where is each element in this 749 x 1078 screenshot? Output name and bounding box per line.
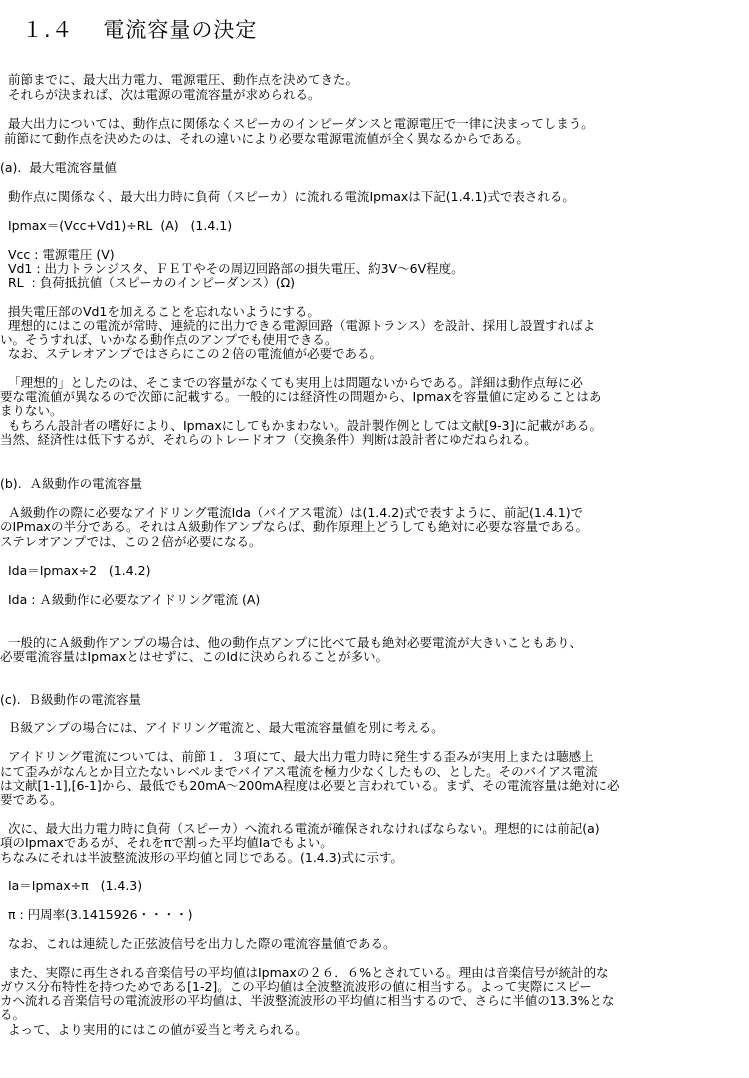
- body-line: なお、これは連続した正弦波信号を出力した際の電流容量値である。: [0, 936, 396, 951]
- body-line: 最大出力については、動作点に関係なくスピーカのインピーダンスと電源電圧で一律に決まってしまう。: [0, 116, 594, 131]
- body-line: ちなみにそれは半波整流波形の平均値と同じである。(1.4.3)式に示す。: [0, 850, 404, 865]
- body-line: 当然、経済性は低下するが、それらのトレードオフ（交換条件）判断は設計者にゆだねられる。: [0, 432, 537, 447]
- body-line: まりない。: [0, 403, 63, 418]
- body-line: カへ流れる音楽信号の電流波形の平均値は、半波整流波形の平均値に相当するので、さらに半値の13.3%とな: [0, 993, 615, 1008]
- body-line: のIPmaxの半分である。それはＡ級動作アンプならば、動作原理上どうしても絶対に必要な容量である。: [0, 519, 588, 534]
- body-line: もちろん設計者の嗜好により、Ipmaxにしてもかまわない。設計製作例としては文献[9-3]に記載がある。: [0, 418, 602, 433]
- body-line: にて歪みがなんとか目立たないレベルまでバイアス電流を極力少なくしたもの、とした。そのバイアス電流: [0, 764, 598, 779]
- body-line: 要である。: [0, 792, 63, 807]
- section-heading-a: (a). 最大電流容量値: [0, 160, 117, 175]
- definition-pi: π : 円周率(3.1415926・・・・): [0, 907, 193, 922]
- body-line: アイドリング電流については、前節１．３項にて、最大出力電力時に発生する歪みが実用上または聴感上: [0, 749, 594, 764]
- body-line: 要な電流値が異なるので次節に記載する。一般的には経済性の問題から、Ipmaxを容量値に定めることはあ: [0, 389, 602, 404]
- body-line: Ａ級動作の際に必要なアイドリング電流Ida（バイアス電流）は(1.4.2)式で表すように、前記(1.4.1)で: [0, 505, 584, 520]
- page-title: １.４ 電流容量の決定: [22, 18, 258, 42]
- body-line: る。: [0, 1007, 26, 1022]
- body-line: 次に、最大出力電力時に負荷（スピーカ）へ流れる電流が確保されなければならない。理想的には前記(a): [0, 821, 600, 836]
- body-line: Ｂ級アンプの場合には、アイドリング電流と、最大電流容量値を別に考える。: [0, 720, 444, 735]
- definition-vd1: Vd1 : 出力トランジスタ、ＦＥＴやその周辺回路部の損失電圧、約3V～6V程度。: [0, 261, 464, 276]
- body-line: また、実際に再生される音楽信号の平均値はIpmaxの２６．６%とされている。理由は音楽信号が統計的な: [0, 965, 609, 980]
- body-line: 一般的にＡ級動作アンプの場合は、他の動作点アンプに比べて最も絶対必要電流が大きいこともあり、: [0, 635, 582, 650]
- body-line: ステレオアンプでは、この２倍が必要になる。: [0, 534, 262, 549]
- definition-rl: RL : 負荷抵抗値（スピーカのインピーダンス）(Ω): [0, 275, 296, 290]
- body-line: よって、より実用的にはこの値が妥当と考えられる。: [0, 1022, 308, 1037]
- body-line: は文献[1-1],[6-1]から、最低でも20mA～200mA程度は必要と言われている。まず、その電流容量は絶対に必: [0, 778, 620, 793]
- section-heading-b: (b). Ａ級動作の電流容量: [0, 476, 143, 491]
- formula-1-4-3: Ia＝Ipmax÷π (1.4.3): [0, 878, 143, 893]
- body-line: 損失電圧部のVd1を加えることを忘れないようにする。: [0, 304, 320, 319]
- body-line: 「理想的」としたのは、そこまでの容量がなくても実用上は問題ないからである。詳細は動作点毎に必: [0, 375, 583, 390]
- section-heading-c: (c). Ｂ級動作の電流容量: [0, 692, 142, 707]
- body-line: い。そうすれば、いかなる動作点のアンプでも使用できる。: [0, 332, 338, 347]
- body-line: 項のIpmaxであるが、それをπで割った平均値Iaでもよい。: [0, 835, 333, 850]
- body-line: 必要電流容量はIpmaxとはせずに、このIdに決められることが多い。: [0, 649, 388, 664]
- body-line: ガウス分布特性を持つためである[1-2]。この平均値は全波整流波形の値に相当する。よって実際にスピー: [0, 979, 592, 994]
- body-line: 動作点に関係なく、最大出力時に負荷（スピーカ）に流れる電流Ipmaxは下記(1.4.1)式で表される。: [0, 189, 575, 204]
- definition-ida: Ida : Ａ級動作に必要なアイドリング電流 (A): [0, 592, 261, 607]
- definition-vcc: Vcc : 電源電圧 (V): [0, 247, 115, 262]
- body-line: 前節までに、最大出力電力、電源電圧、動作点を決めてきた。: [0, 72, 358, 87]
- formula-1-4-2: Ida＝Ipmax÷2 (1.4.2): [0, 563, 151, 578]
- body-line: 理想的にはこの電流が常時、連続的に出力できる電源回路（電源トランス）を設計、採用し設置すればよ: [0, 318, 596, 333]
- body-line: 前節にて動作点を決めたのは、それの違いにより必要な電源電流値が全く異なるからである。: [0, 131, 529, 146]
- formula-1-4-1: Ipmax＝(Vcc+Vd1)÷RL (A) (1.4.1): [0, 218, 233, 233]
- body-line: なお、ステレオアンプではさらにこの２倍の電流値が必要である。: [0, 346, 382, 361]
- body-line: それらが決まれば、次は電源の電流容量が求められる。: [0, 87, 321, 102]
